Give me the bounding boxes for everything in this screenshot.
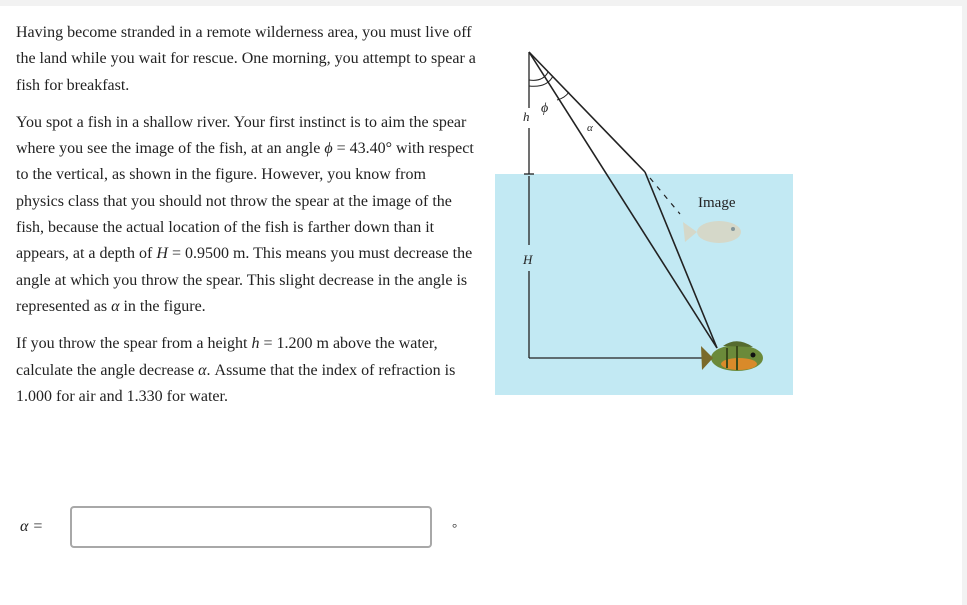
setup-text-4: in the figure.	[119, 297, 206, 315]
height-value: = 1.200 m	[259, 335, 333, 353]
label-height: h	[523, 109, 530, 124]
setup-text-2: with respect to the vertical, as shown in the figure. However, you know from physics class that you should not throw the spear at the image of the fish, because the actual location of the fish is farther down than it appears, at a depth of	[16, 140, 474, 263]
answer-input[interactable]	[70, 506, 432, 548]
task-text-3: . Assume that the index of refraction is 1.000 for air and 1.330 for water.	[16, 361, 456, 405]
setup-text-3: This means you must decrease the angle at which you throw the spear. This slight decrease in the angle is represented as	[16, 245, 473, 315]
question-text	[16, 20, 476, 421]
task-text-2: above the water, calculate the angle decrease	[16, 335, 438, 379]
figure	[495, 42, 795, 397]
setup-text-1: You spot a fish in a shallow river. Your first instinct is to aim the spear where you see the image of the fish, at an angle	[16, 113, 467, 158]
degree-unit: °	[452, 520, 458, 535]
depth-value: = 0.9500 m.	[167, 245, 254, 263]
alpha-symbol: α	[111, 297, 120, 315]
setup-paragraph	[16, 110, 476, 320]
refraction-diagram	[495, 42, 795, 397]
label-phi: ϕ	[541, 101, 549, 116]
phi-arc	[529, 72, 548, 80]
depth-symbol: H	[156, 245, 168, 263]
question-card	[0, 6, 962, 605]
height-symbol: h	[251, 335, 260, 353]
answer-label: α =	[20, 518, 44, 535]
answer-row	[20, 506, 480, 550]
label-image: Image	[698, 195, 736, 211]
task-paragraph	[16, 331, 476, 410]
label-alpha: α	[587, 122, 593, 134]
intro-paragraph: Having become stranded in a remote wilderness area, you must live off the land while you wait for rescue. One morning, you attempt to spear a fish for breakfast.	[16, 24, 476, 94]
alpha-symbol-2: α	[198, 361, 207, 379]
phi-value: = 43.40°	[332, 140, 397, 158]
label-depth: H	[523, 252, 533, 267]
phi-symbol: ϕ	[324, 140, 333, 158]
task-text-1: If you throw the spear from a height	[16, 335, 252, 353]
